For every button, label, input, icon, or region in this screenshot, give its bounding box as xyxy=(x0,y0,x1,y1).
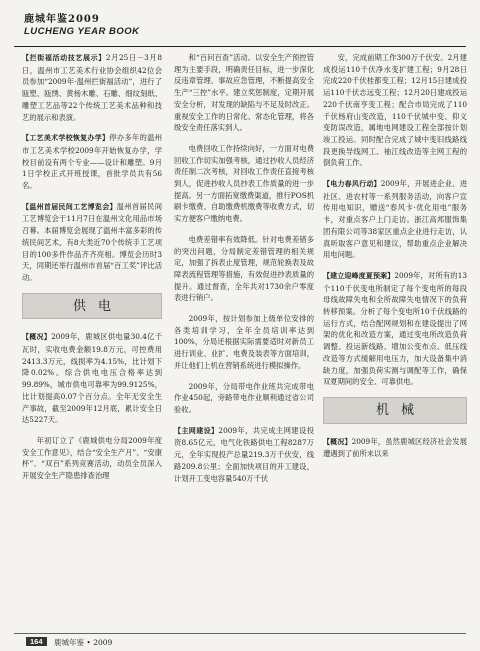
page-number: 164 xyxy=(26,637,47,646)
entry-text: 2009年，按计划参加上级单位安排的各类培训学习，全年全员培训率达到100%，分局还根据实际需要适时对新员工进行训业、业扩、电费及装表等方面培训，并让他们上机在营销系统进行模拟操作。 xyxy=(174,314,314,370)
entry-text: 电费差错率有效降低。针对电费差错多的突出问题，分局制定差错管理的相关规定，加强了拆表止度管理，规范轮换表及故障表流程管理等措施，有效促进抄表质量的提升。通过督查，全年共对1730余户零度表进行销户。 xyxy=(174,234,314,303)
entry-heading: 【建立迎峰度夏预案】 xyxy=(323,272,395,280)
paragraph xyxy=(174,381,314,416)
entry-heading: 【拦街福活动技艺展示】 xyxy=(22,55,106,62)
paragraph xyxy=(323,436,467,460)
paragraph xyxy=(323,178,467,261)
paragraph xyxy=(22,52,162,123)
paragraph xyxy=(174,52,314,134)
paragraph xyxy=(22,331,162,426)
entry-heading: 【概况】 xyxy=(22,334,52,342)
entry-text: 2009年，虽然鹿城区经济社会发展遭遇到了前所未以来 xyxy=(323,436,467,459)
column-2 xyxy=(174,52,314,493)
section-heading-machinery: 机械 xyxy=(323,397,467,424)
yearbook-title-en: LUCHENG YEAR BOOK xyxy=(24,26,140,37)
paragraph xyxy=(22,201,162,284)
entry-text: 和“百问百查”活动。以安全生产预控管理为主要手段，明确责任目标，进一步深化反违章管理、事故应急管理，不断提高安全生产“三控”水平。建立奖惩制度，定期开展安全分析，对发现的缺陷与不足及时改正。重视安全工作的日常化、常态化管理，将各级安全责任落实到人。 xyxy=(174,53,314,133)
entry-text: 电费回收工作持续向好，一方面对电费回收工作切实加强考核，通过抄收人员经济责任制二次考核，对回收工作责任直接考核到人，促进抄收人员抄表工作质量的进一步提高。另一方面拓宽缴费渠道，推行POS机刷卡缴费、自助缴费机缴费等收费方式，切实方便客户缴纳电费。 xyxy=(174,143,314,224)
paragraph xyxy=(22,132,162,192)
paragraph xyxy=(22,435,162,482)
footer-title: 鹿城年鉴 • 2009 xyxy=(54,638,113,647)
page-footer xyxy=(14,633,466,650)
entry-heading: 【工艺美术学校恢复办学】 xyxy=(22,135,110,143)
entry-text: 2009年，共完成主网建设投资8.65亿元，电气化铁路供电工程8287万元，全年实现投产总量219.3万千伏安，线路209.8公里；全面加快项目的开工建设，计划开工变电容量540万千伏 xyxy=(174,425,314,483)
entry-heading: 【概况】 xyxy=(323,438,352,446)
page-header xyxy=(14,4,466,47)
entry-heading: 【温州首届民间工艺博览会】 xyxy=(22,203,117,211)
section-heading-power-supply: 供电 xyxy=(22,293,162,320)
entry-heading: 【主网建设】 xyxy=(174,427,219,435)
entry-text: 2月25日－3月8日，温州市工艺美术行业协会组织42位会员参加“2009年·温州拦街福活动”，进行了瓯塑、瓯绣、黄杨木雕、石雕、细纹刻纸、雕塑工艺品等22个传统工艺美术品种和技艺的展示和表演。 xyxy=(22,53,162,122)
column-1 xyxy=(22,52,162,491)
paragraph xyxy=(174,425,314,485)
entry-heading: 【电力春风行动】 xyxy=(323,181,381,189)
paragraph xyxy=(323,52,467,169)
yearbook-title-cn: 鹿城年鉴2009 xyxy=(24,14,100,25)
entry-text: 2009年，鹿城区供电量30.4亿千瓦时，实收电费金额19.8万元，可控费用2413.3万元，线损率为4.15%，比计划下降0.02%。综合供电电压合格率达到99.89%，城市供电可靠率为99.9125%，比计划提高0.07个百分点。全年无安全生产事故，截至2009年12月底，累计安全日达5227天。 xyxy=(22,332,162,425)
column-3 xyxy=(323,52,467,469)
entry-text: 2009年，对所有的13个110千伏变电所制定了每个变电所的每段母线故障失电和全所故障失电情况下的负荷转移预案。分析了每个变电所10千伏线路的运行方式，结合配网规划和在建设提出了网架的优化和改造方案，通过变电所改造负荷调整、投运新线路、增加公变布点、低压线改造等方式缓解用电压力，加大设备集中消缺力度，加强负荷实测与调配等工作，确保双夏期间的安全、可靠供电。 xyxy=(323,270,467,387)
entry-text: 停办多年的温州市工艺美术学校2009年开始恢复办学，学校目前设有两个专业——设计和雕塑。9月1日学校正式开班授课，首批学员共有56名。 xyxy=(22,133,162,191)
paragraph xyxy=(174,313,314,372)
entry-text: 安，完成前期工作300万千伏安。2月建成投运110千伏净水变扩建工程；9月28日完成220千伏桂都变工程；12月15日建成投运110千伏志远变工程；12月20日建成投运220千伏南亨变工程；配合市局完成了110千伏杨府山变改造，110千伏城中变、仰义变防误改造，属地电网建设工程全部按计划竣工投运。同时配合完成了城中变旧线路线段更换导线网工、袖江线改造等主网工程的倒负荷工作。 xyxy=(323,53,467,168)
paragraph xyxy=(174,143,314,225)
paragraph xyxy=(174,234,314,304)
entry-text: 年初订立了《鹿城供电分局2009年度安全工作意见》，结合“安全生产月”、“安康杯”、“双百”系列竞赛活动，动员全员深入开展安全生产隐患排查治理 xyxy=(22,435,162,481)
entry-text: 2009年，开展进企业、进社区、进农村等一系列服务活动，向客户宣传用电知识，赠送“春风卡·优化用电”服务卡，对重点客户上门走访。浙江高邦服饰集团有限公司等38家区重点企业进行走访，认真听取客户意见和建议，帮助重点企业解决用电问题。 xyxy=(323,179,467,260)
entry-text: 温州首届民间工艺博览会于11月7日在温州文化用品市场召幕。本届博览会展现了温州丰富多彩的传统民间艺术，有8大类近70个传统手工艺项目的100多件作品齐齐亮相。博览会历时3天，同期还举行温州市首届“百工奖”评比活动。 xyxy=(22,201,163,282)
entry-text: 2009年，分局带电作业班共完成带电作业450起，旁路带电作业顺利通过省公司验收。 xyxy=(174,381,314,414)
paragraph xyxy=(323,270,467,388)
